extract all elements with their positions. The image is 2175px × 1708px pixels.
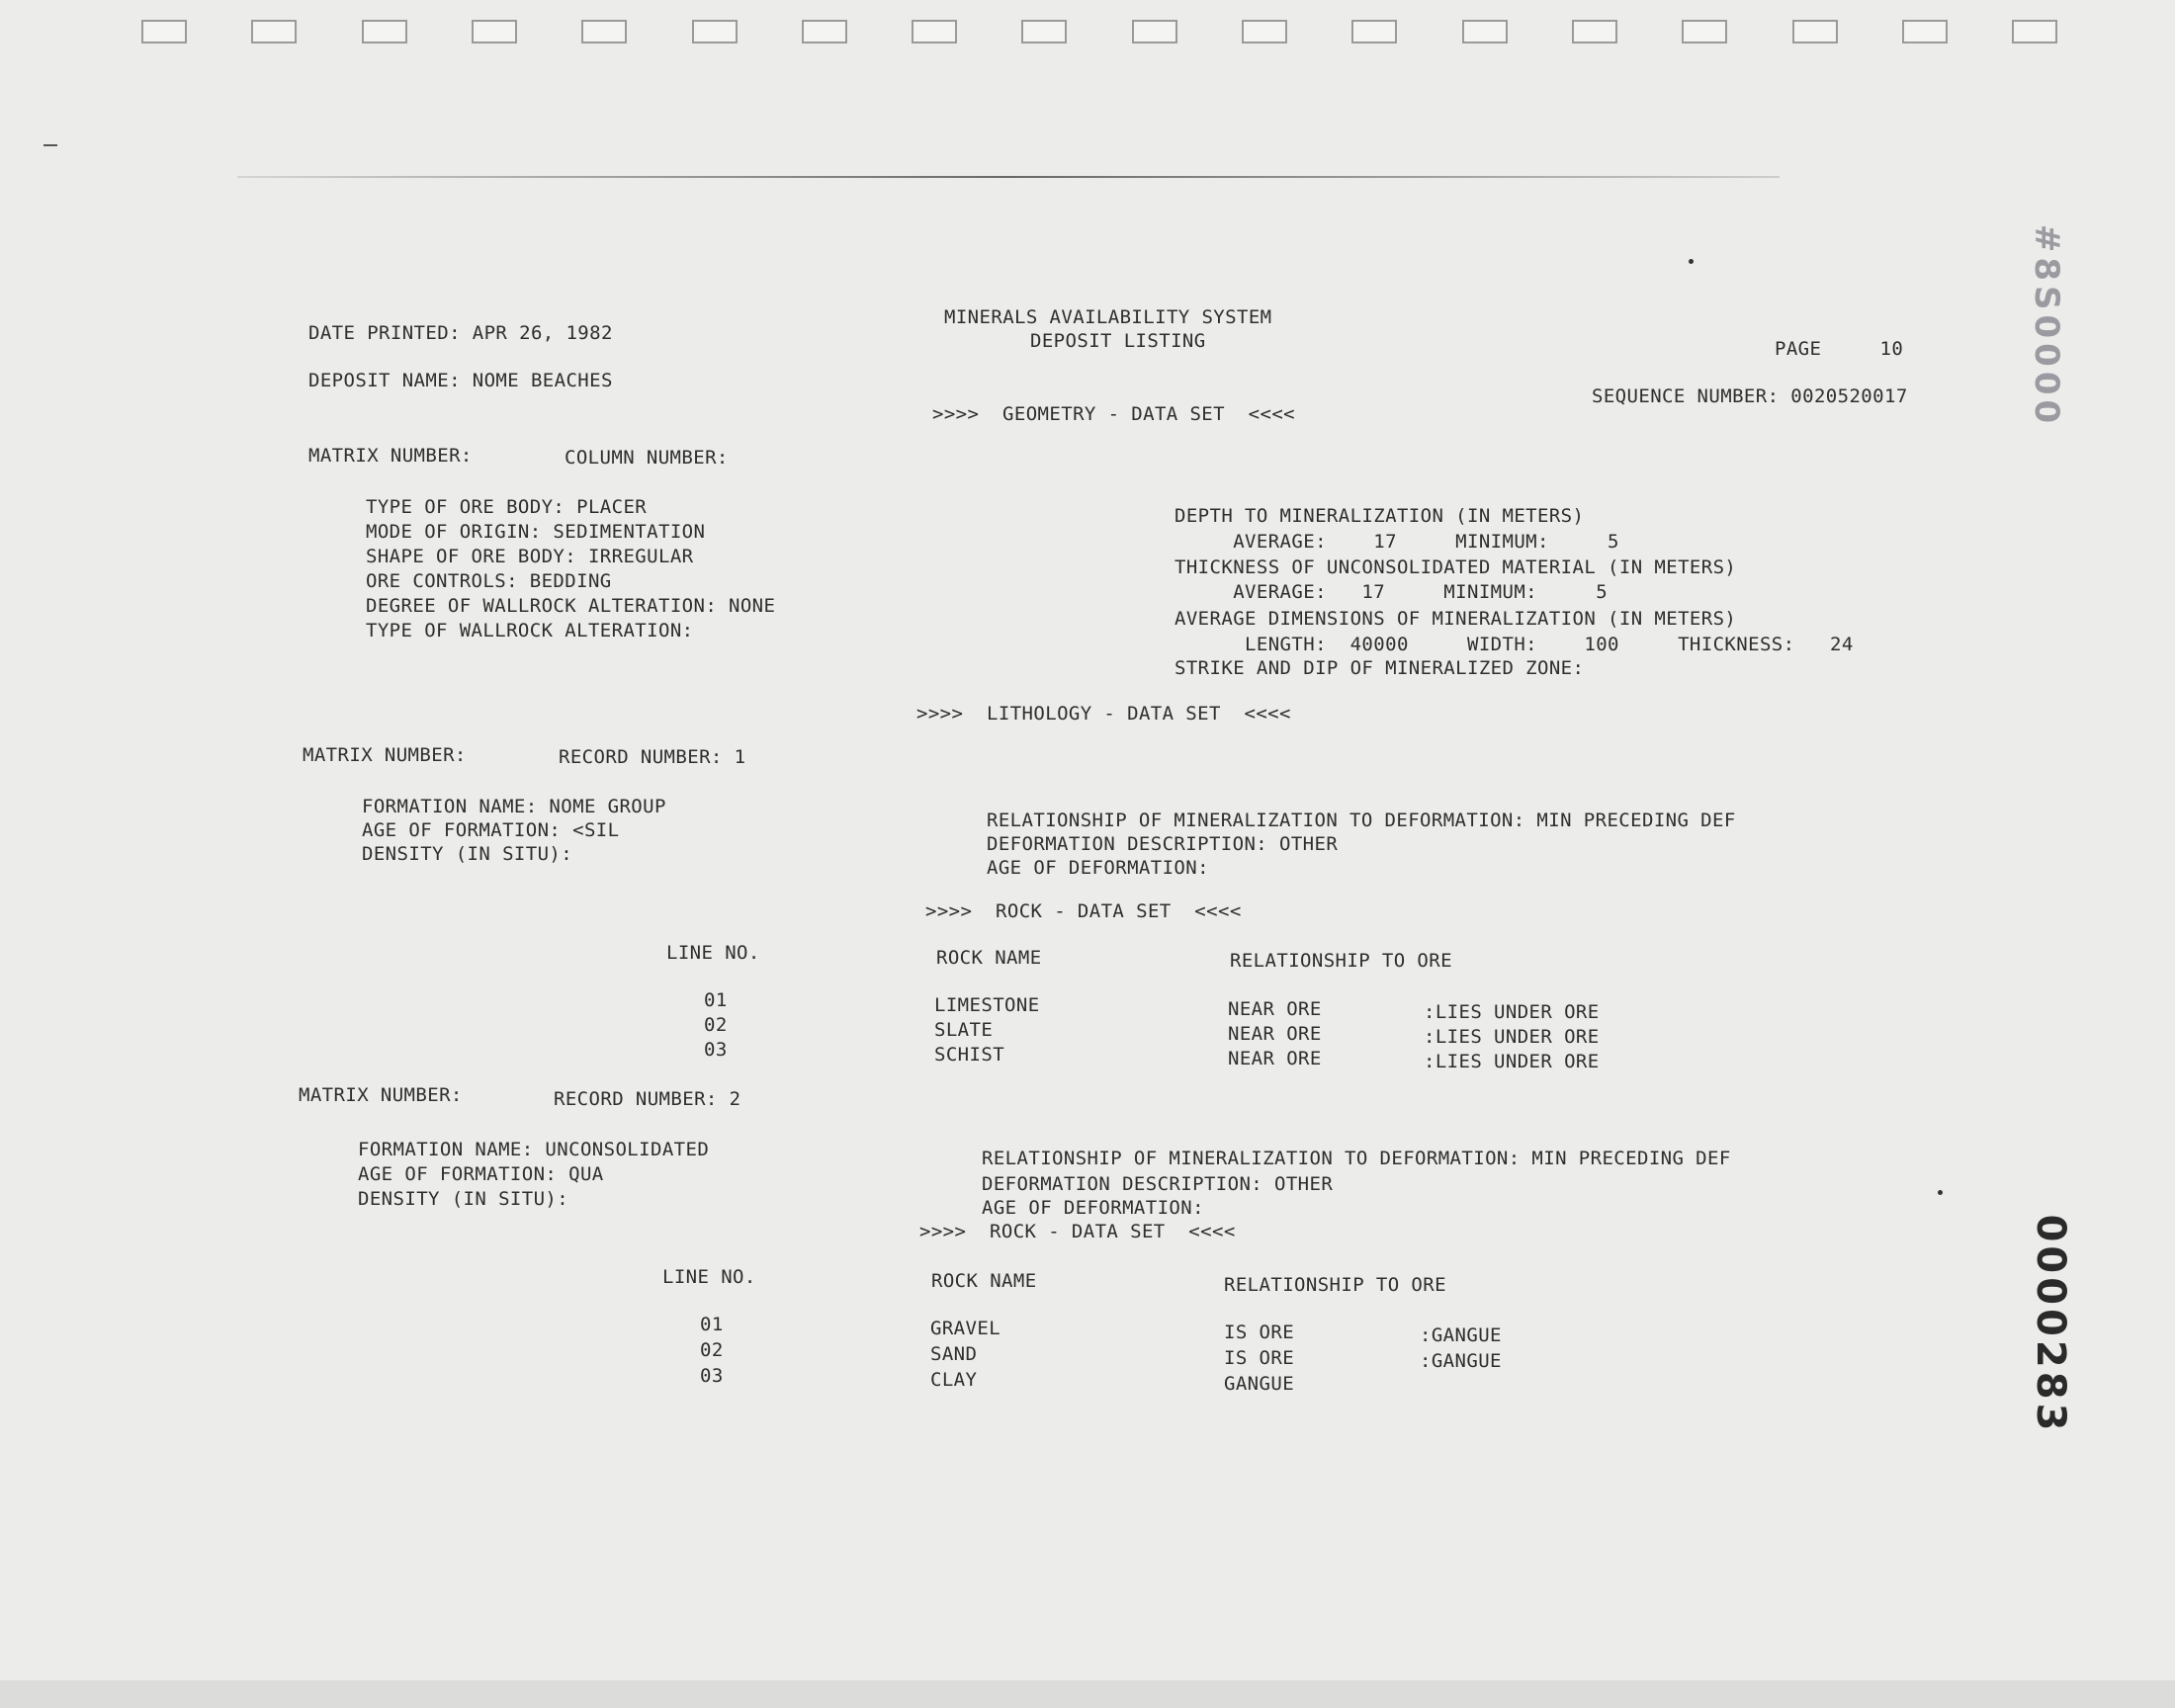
listing-title: DEPOSIT LISTING bbox=[1030, 330, 1206, 352]
feed-hole bbox=[1351, 20, 1397, 43]
ink-speck bbox=[1938, 1190, 1943, 1195]
record2-formation-name: FORMATION NAME: UNCONSOLIDATED bbox=[358, 1139, 710, 1160]
scan-bottom-edge bbox=[0, 1680, 2175, 1708]
record2-rock-section-title: >>>> ROCK - DATA SET <<<< bbox=[919, 1221, 1236, 1242]
table-cell-relationship: NEAR ORE bbox=[1228, 1023, 1322, 1045]
table-cell-rock: SAND bbox=[930, 1343, 978, 1365]
thickness-heading: THICKNESS OF UNCONSOLIDATED MATERIAL (IN METERS) bbox=[1174, 556, 1737, 578]
margin-mark bbox=[44, 144, 57, 146]
table-cell-relationship: NEAR ORE bbox=[1228, 998, 1322, 1020]
system-title: MINERALS AVAILABILITY SYSTEM bbox=[944, 306, 1272, 328]
strike-dip: STRIKE AND DIP OF MINERALIZED ZONE: bbox=[1174, 657, 1585, 679]
feed-hole bbox=[692, 20, 738, 43]
record1-formation-name: FORMATION NAME: NOME GROUP bbox=[362, 796, 666, 817]
table-cell-line: 01 bbox=[700, 1314, 724, 1335]
record2-matrix-number: MATRIX NUMBER: bbox=[299, 1084, 463, 1106]
ore-body-type: TYPE OF ORE BODY: PLACER bbox=[366, 496, 648, 518]
frame-number-stamp: 0000283 bbox=[2028, 1214, 2073, 1435]
feed-hole bbox=[1682, 20, 1727, 43]
feed-hole bbox=[362, 20, 407, 43]
geometry-column-number: COLUMN NUMBER: bbox=[565, 447, 729, 469]
faint-frame-stamp: #8S0000 bbox=[2027, 223, 2066, 429]
table-cell-relationship: GANGUE bbox=[1224, 1373, 1295, 1395]
record2-rock-header: ROCK NAME bbox=[931, 1270, 1037, 1292]
feed-hole bbox=[1462, 20, 1508, 43]
feed-hole bbox=[1902, 20, 1948, 43]
table-cell-line: 01 bbox=[704, 989, 728, 1011]
table-cell-note: :GANGUE bbox=[1420, 1324, 1502, 1346]
ore-controls: ORE CONTROLS: BEDDING bbox=[366, 570, 612, 592]
feed-hole bbox=[912, 20, 957, 43]
table-cell-line: 02 bbox=[704, 1014, 728, 1036]
tractor-feed-holes bbox=[0, 0, 2175, 59]
feed-hole bbox=[1242, 20, 1287, 43]
table-cell-note: :LIES UNDER ORE bbox=[1424, 1001, 1600, 1023]
record2-record-number: RECORD NUMBER: 2 bbox=[554, 1088, 741, 1110]
depth-heading: DEPTH TO MINERALIZATION (IN METERS) bbox=[1174, 505, 1585, 527]
table-cell-rock: CLAY bbox=[930, 1369, 978, 1391]
table-cell-relationship: IS ORE bbox=[1224, 1347, 1295, 1369]
record1-relationship-header: RELATIONSHIP TO ORE bbox=[1230, 950, 1452, 972]
geometry-matrix-number: MATRIX NUMBER: bbox=[308, 445, 473, 467]
record2-formation-age: AGE OF FORMATION: QUA bbox=[358, 1163, 604, 1185]
table-cell-rock: GRAVEL bbox=[930, 1318, 1001, 1339]
thickness-values: AVERAGE: 17 MINIMUM: 5 bbox=[1174, 581, 1609, 603]
ink-speck bbox=[1689, 259, 1694, 264]
record1-deformation-description: DEFORMATION DESCRIPTION: OTHER bbox=[987, 833, 1339, 855]
record1-rock-section-title: >>>> ROCK - DATA SET <<<< bbox=[925, 900, 1242, 922]
mode-of-origin: MODE OF ORIGIN: SEDIMENTATION bbox=[366, 521, 706, 543]
table-cell-rock: SLATE bbox=[934, 1019, 994, 1041]
deposit-name: DEPOSIT NAME: NOME BEACHES bbox=[308, 370, 613, 391]
table-cell-relationship: NEAR ORE bbox=[1228, 1048, 1322, 1069]
table-cell-rock: SCHIST bbox=[934, 1044, 1005, 1066]
record2-deformation-age: AGE OF DEFORMATION: bbox=[982, 1197, 1204, 1219]
wallrock-alteration-degree: DEGREE OF WALLROCK ALTERATION: NONE bbox=[366, 595, 776, 617]
lithology-section-title: >>>> LITHOLOGY - DATA SET <<<< bbox=[916, 703, 1291, 725]
feed-hole bbox=[472, 20, 517, 43]
record1-matrix-number: MATRIX NUMBER: bbox=[303, 744, 467, 766]
dimensions-values: LENGTH: 40000 WIDTH: 100 THICKNESS: 24 bbox=[1174, 634, 1854, 655]
table-cell-line: 03 bbox=[704, 1039, 728, 1061]
date-printed: DATE PRINTED: APR 26, 1982 bbox=[308, 322, 613, 344]
table-cell-note: :LIES UNDER ORE bbox=[1424, 1026, 1600, 1048]
ore-body-shape: SHAPE OF ORE BODY: IRREGULAR bbox=[366, 546, 694, 567]
record2-density: DENSITY (IN SITU): bbox=[358, 1188, 569, 1210]
record1-formation-age: AGE OF FORMATION: <SIL bbox=[362, 819, 620, 841]
table-cell-line: 03 bbox=[700, 1365, 724, 1387]
dimensions-heading: AVERAGE DIMENSIONS OF MINERALIZATION (IN METERS) bbox=[1174, 608, 1737, 630]
record2-line-header: LINE NO. bbox=[662, 1266, 756, 1288]
feed-hole bbox=[1572, 20, 1617, 43]
feed-hole bbox=[802, 20, 847, 43]
table-cell-line: 02 bbox=[700, 1339, 724, 1361]
record2-deformation-relationship: RELATIONSHIP OF MINERALIZATION TO DEFORMATION: MIN PRECEDING DEF bbox=[982, 1148, 1731, 1169]
record1-line-header: LINE NO. bbox=[666, 942, 760, 964]
geometry-section-title: >>>> GEOMETRY - DATA SET <<<< bbox=[932, 403, 1296, 425]
fold-line bbox=[237, 176, 1780, 178]
table-cell-note: :LIES UNDER ORE bbox=[1424, 1051, 1600, 1072]
feed-hole bbox=[1132, 20, 1177, 43]
record1-record-number: RECORD NUMBER: 1 bbox=[559, 746, 746, 768]
table-cell-rock: LIMESTONE bbox=[934, 994, 1040, 1016]
feed-hole bbox=[1021, 20, 1067, 43]
feed-hole bbox=[581, 20, 627, 43]
wallrock-alteration-type: TYPE OF WALLROCK ALTERATION: bbox=[366, 620, 694, 641]
feed-hole bbox=[251, 20, 297, 43]
feed-hole bbox=[2012, 20, 2057, 43]
record2-relationship-header: RELATIONSHIP TO ORE bbox=[1224, 1274, 1446, 1296]
feed-hole bbox=[1792, 20, 1838, 43]
table-cell-relationship: IS ORE bbox=[1224, 1322, 1295, 1343]
record1-rock-header: ROCK NAME bbox=[936, 947, 1042, 969]
feed-hole bbox=[141, 20, 187, 43]
record1-deformation-relationship: RELATIONSHIP OF MINERALIZATION TO DEFORMATION: MIN PRECEDING DEF bbox=[987, 810, 1736, 831]
record1-deformation-age: AGE OF DEFORMATION: bbox=[987, 857, 1209, 879]
page-number: PAGE 10 bbox=[1775, 338, 1904, 360]
depth-values: AVERAGE: 17 MINIMUM: 5 bbox=[1174, 531, 1619, 553]
record2-deformation-description: DEFORMATION DESCRIPTION: OTHER bbox=[982, 1173, 1334, 1195]
record1-density: DENSITY (IN SITU): bbox=[362, 843, 573, 865]
table-cell-note: :GANGUE bbox=[1420, 1350, 1502, 1372]
sequence-number: SEQUENCE NUMBER: 0020520017 bbox=[1592, 385, 1908, 407]
